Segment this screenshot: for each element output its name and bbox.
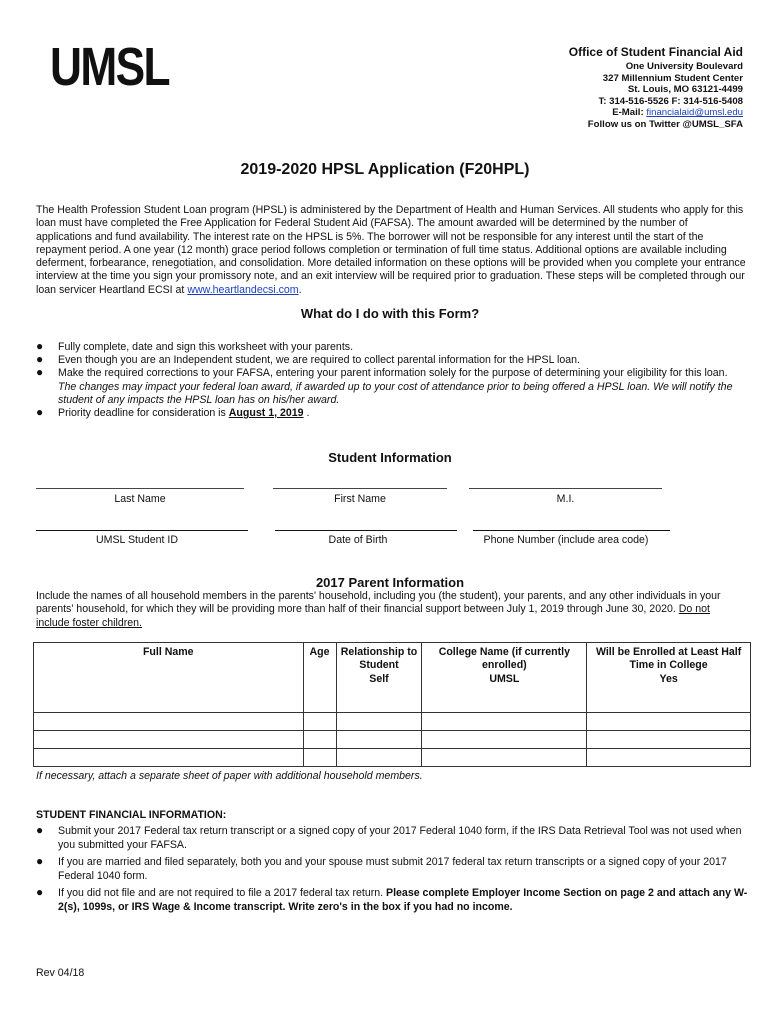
enrollment-label: Will be Enrolled at Least Half Time in College [595, 646, 742, 672]
full-name-cell[interactable] [34, 713, 304, 731]
middle-initial-label: M.I. [556, 493, 575, 505]
college-cell[interactable] [422, 749, 587, 767]
relationship-cell[interactable] [336, 731, 422, 749]
first-name-label: First Name [334, 493, 386, 505]
middle-initial-field[interactable] [469, 488, 662, 489]
last-name-label: Last Name [114, 493, 166, 505]
college-cell[interactable] [422, 731, 587, 749]
college-umsl: UMSL [489, 672, 520, 685]
table-header-row [34, 643, 751, 713]
header-full-name: Full Name [34, 643, 304, 713]
phone-fax-line: T: 314-516-5526 F: 314-516-5408 [598, 95, 743, 107]
intro-end: . [298, 283, 302, 296]
additional-members-note: If necessary, attach a separate sheet of paper with additional household members. [36, 770, 423, 782]
bullet-icon: ● [36, 854, 44, 869]
list-item [36, 341, 736, 354]
college-label: College Name (if currently enrolled) [438, 646, 570, 672]
date-of-birth-label: Date of Birth [328, 534, 388, 546]
table-row[interactable] [34, 749, 751, 767]
full-name-cell[interactable] [34, 731, 304, 749]
financial-info-text: If you did not file and are not required to file a 2017 federal tax return. [58, 887, 387, 900]
age-cell[interactable] [303, 749, 336, 767]
employer-income-note: Please complete Employer Income Section on page 2 and attach any W-2(s), 1099s, or IRS Wage & Income transcript. Write zero's in the box if you had no income. [58, 887, 748, 913]
financial-info-text: Submit your 2017 Federal tax return transcript or a signed copy of your 2017 Federal 1040 form, if the IRS Data Retrieval Tool was not used when you submitted your FAFSA. [58, 825, 742, 851]
parent-info-instructions [36, 590, 746, 630]
email-link[interactable]: financialaid@umsl.edu [646, 107, 743, 119]
instruction-text: . [303, 407, 310, 420]
bullet-icon: ● [36, 885, 44, 900]
age-cell[interactable] [303, 713, 336, 731]
twitter-line: Follow us on Twitter @UMSL_SFA [587, 118, 743, 130]
instruction-text: Priority deadline for consideration is [58, 407, 229, 420]
financial-info-list [36, 825, 748, 919]
college-cell[interactable] [422, 713, 587, 731]
email-label: E-Mail: [612, 107, 647, 119]
relationship-cell[interactable] [336, 713, 422, 731]
table-row[interactable] [34, 731, 751, 749]
instruction-italic-note: The changes may impact your federal loan award, if awarded up to your cost of attendance prior to being offered a HPSL loan. We will notify the student of any impacts the HPSL loan has on his/her award. [58, 380, 733, 406]
bullet-icon: ● [36, 339, 44, 353]
financial-info-heading: STUDENT FINANCIAL INFORMATION: [36, 809, 227, 821]
foster-children-note: Do not include foster children. [36, 603, 710, 629]
document-title: 2019-2020 HPSL Application (F20HPL) [240, 161, 530, 178]
address-line-3: St. Louis, MO 63121-4499 [627, 84, 743, 96]
relationship-self: Self [369, 672, 389, 685]
phone-number-label: Phone Number (include area code) [483, 534, 649, 546]
office-contact-block [383, 45, 743, 131]
student-id-field[interactable] [36, 530, 248, 531]
phone-number-field[interactable] [473, 530, 670, 531]
last-name-field[interactable] [36, 488, 244, 489]
list-item [36, 407, 736, 420]
header-enrollment [587, 643, 751, 713]
what-heading: What do I do with this Form? [300, 306, 480, 321]
table-row[interactable] [34, 713, 751, 731]
umsl-logo: UMSL [50, 37, 169, 97]
financial-info-text: If you are married and filed separately, both you and your spouse must submit 2017 federal tax return transcripts or a signed copy of your 2017 Federal 1040 form. [58, 856, 727, 882]
enrollment-cell[interactable] [587, 713, 751, 731]
address-line-2: 327 Millennium Student Center [602, 72, 743, 84]
student-info-heading: Student Information [328, 450, 452, 465]
list-item [36, 887, 748, 914]
revision-label: Rev 04/18 [36, 967, 85, 979]
first-name-field[interactable] [273, 488, 447, 489]
instructions-list [36, 341, 736, 420]
address-line-1: One University Boulevard [625, 61, 743, 72]
enrollment-cell[interactable] [587, 749, 751, 767]
household-members-table [33, 642, 751, 767]
parent-info-heading: 2017 Parent Information [315, 575, 465, 590]
bullet-icon: ● [36, 365, 44, 380]
header-college [422, 643, 587, 713]
relationship-cell[interactable] [336, 749, 422, 767]
instruction-text: Fully complete, date and sign this worksheet with your parents. [58, 341, 354, 353]
full-name-cell[interactable] [34, 749, 304, 767]
priority-deadline: August 1, 2019 [228, 407, 304, 420]
age-cell[interactable] [303, 731, 336, 749]
bullet-icon: ● [36, 823, 44, 837]
enrollment-yes: Yes [659, 672, 678, 685]
list-item [36, 825, 748, 852]
bullet-icon: ● [36, 352, 44, 367]
header-relationship [336, 643, 422, 713]
list-item [36, 354, 736, 367]
parent-intro-text: Include the names of all household members in the parents' household, including you (the student), your parents, and any other individuals in your parents' household, for which they will be providing more than half of their financial support between July 1, 2019 through June 30, 2020. [36, 590, 721, 616]
intro-text: The Health Profession Student Loan program (HPSL) is administered by the Department of Health and Human Services. All students who apply for this loan must have completed the Free Application for Federal Student Aid (FAFSA). The amount awarded will be determined by the number of applications and fund availability. The interest rate on the HPSL is 5%. The borrower will not be responsible for any interest until the start of the repayment period. A one year (12 month) grace period follows completion or termination of full time status. Additional options are available including deferment, forbearance, renegotiation, and consolidation. More detailed information on these options will be provided when you complete your entrance interview at the time you sign your promissory note, and an exit interview will be required prior to graduation. These steps will be completed through our loan servicer Heartland ECSI at [36, 204, 746, 296]
list-item [36, 856, 748, 883]
date-of-birth-field[interactable] [275, 530, 457, 531]
office-title: Office of Student Financial Aid [568, 45, 743, 59]
header-age: Age [303, 643, 336, 713]
email-line [383, 107, 743, 119]
list-item [36, 367, 736, 407]
instruction-text: Even though you are an Independent student, we are required to collect parental information for the HPSL loan. [58, 354, 580, 367]
student-id-label: UMSL Student ID [95, 534, 179, 546]
bullet-icon: ● [36, 405, 44, 420]
heartland-link[interactable]: www.heartlandecsi.com [187, 283, 299, 296]
enrollment-cell[interactable] [587, 731, 751, 749]
intro-paragraph [36, 204, 746, 297]
instruction-text: Make the required corrections to your FAFSA, entering your parent information solely for the purpose of determining your eligibility for this loan. [58, 367, 728, 380]
relationship-label: Relationship to Student [340, 646, 418, 672]
